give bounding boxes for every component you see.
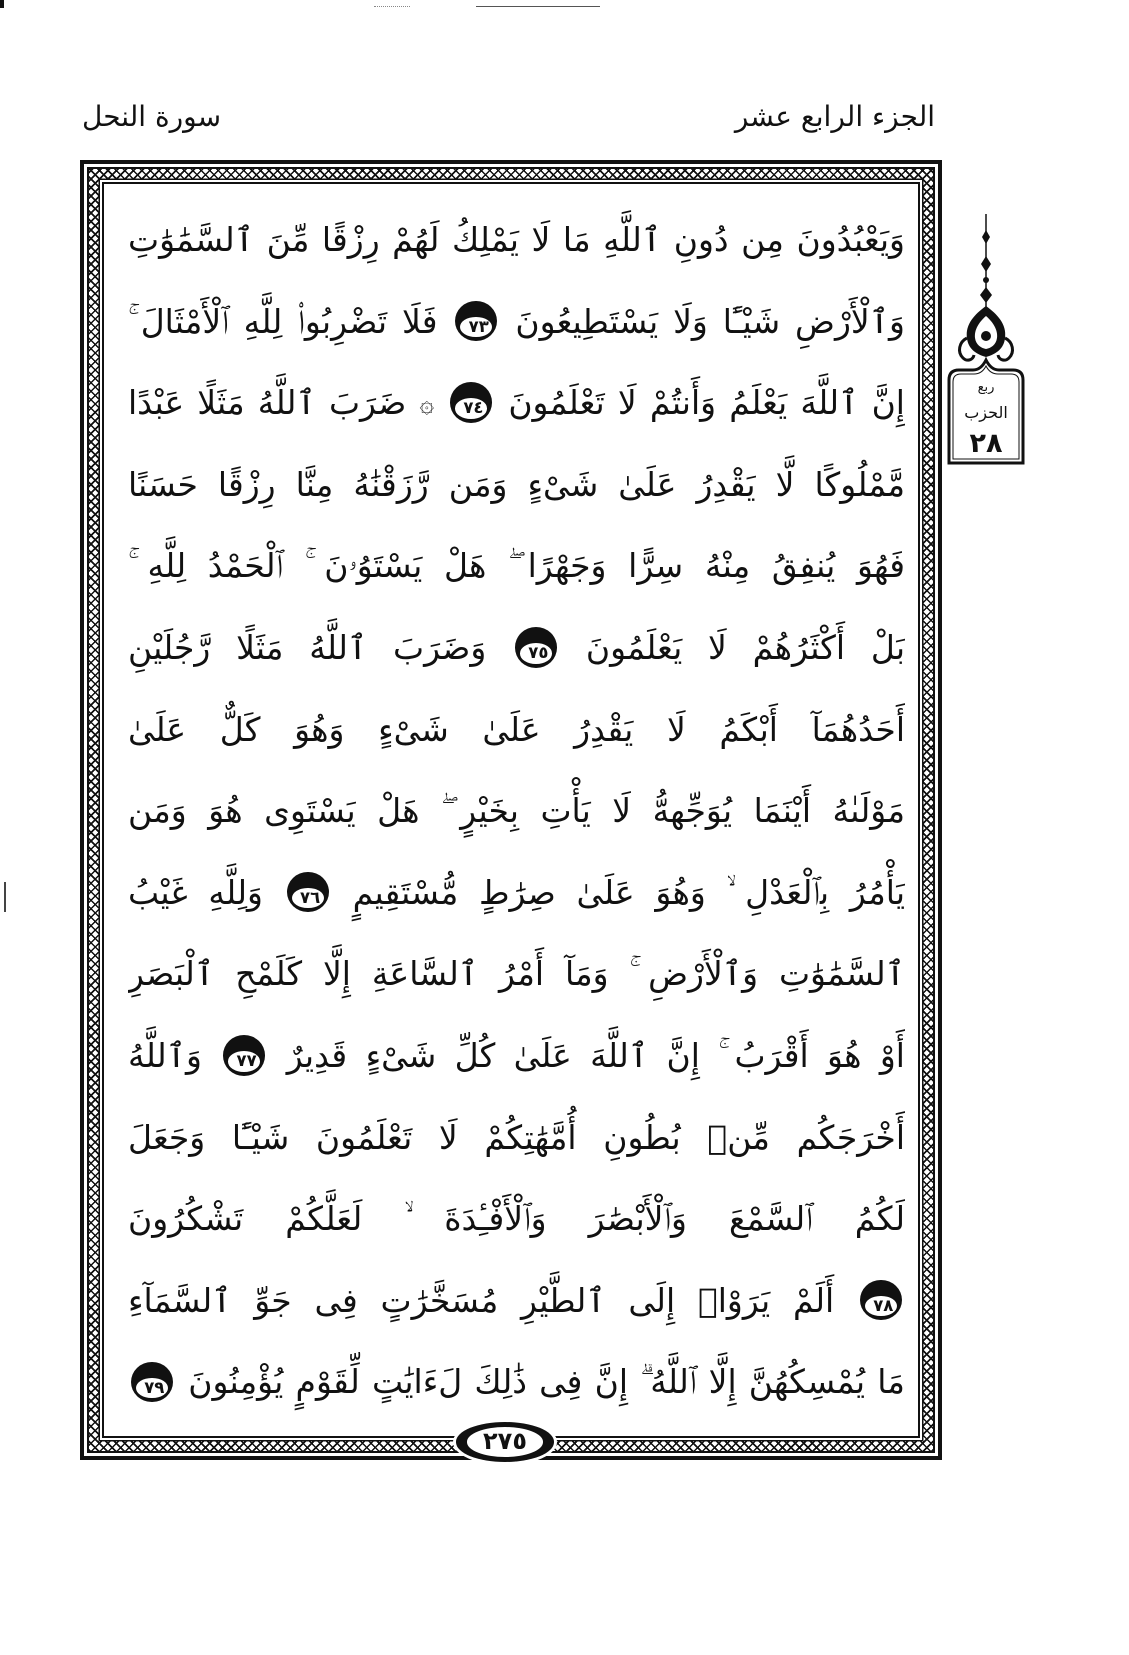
page-number-ornament [456,1422,554,1462]
verse-text: وَٱللَّهُ [128,1035,202,1075]
text-line [128,199,905,281]
verse-text: فَهُوَ يُنفِقُ مِنْهُ سِرًّا وَجَهْرًا ۖ هَلْ يَسْتَوُۥنَ ۚ ٱلْحَمْدُ لِلَّهِ ۚ [128,546,905,586]
scan-edge-line [476,6,600,7]
verse-text: ٱلسَّمَٰوَٰتِ وَٱلْأَرْضِ ۚ وَمَآ أَمْرُ ٱلسَّاعَةِ إِلَّا كَلَمْحِ ٱلْبَصَرِ [128,954,905,994]
verse-text: أَحَدُهُمَآ أَبْكَمُ لَا يَقْدِرُ عَلَىٰ شَىْءٍ وَهُوَ كَلٌّ عَلَىٰ [128,709,905,749]
ayah-number: ٧٧ [227,1050,261,1072]
text-line [128,607,905,689]
scan-edge-dots [374,6,410,7]
text-line [128,1178,905,1260]
verse-text: وَلِلَّهِ غَيْبُ [128,872,263,912]
page-frame [80,160,942,1460]
rub-el-hizb-icon: ۞ [419,389,434,419]
ayah-end-marker [131,1362,173,1402]
verse-text: مَا يُمْسِكُهُنَّ إِلَّا ٱللَّهُ ۗ إِنَّ فِى ذَٰلِكَ لَءَايَٰتٍ لِّقَوْمٍ يُؤْمِنُونَ [188,1362,905,1402]
text-line [128,1341,905,1423]
page-number: ٢٧٥ [466,1426,544,1458]
ayah-number: ٧٩ [135,1377,169,1399]
page-number-badge [452,1422,558,1462]
scan-corner-speck [0,0,4,8]
text-block [102,182,920,1438]
text-line [128,444,905,526]
ayah-number: ٧٨ [864,1295,898,1317]
verse-text: لَكُمُ ٱلسَّمْعَ وَٱلْأَبْصَٰرَ وَٱلْأَفْـِٔدَةَ ۙ لَعَلَّكُمْ تَشْكُرُونَ [128,1199,905,1239]
ayah-end-marker [515,627,557,667]
marker-dome-center [981,331,991,341]
verse-text: وَٱلْأَرْضِ شَيْـًٔا وَلَا يَسْتَطِيعُونَ [515,301,905,341]
marker-diamond [982,230,990,244]
text-line [128,362,905,444]
ayah-number: ٧٦ [291,887,325,909]
marker-bead [983,277,989,283]
verse-text: فَلَا تَضْرِبُوا۟ لِلَّهِ ٱلْأَمْثَالَ ۚ [128,301,438,341]
ayah-number: ٧٤ [454,397,488,419]
surah-title: سورة النحل [82,100,222,133]
text-line [128,689,905,771]
scan-edge-tick [4,882,6,912]
text-line [128,770,905,852]
verse-text: ضَرَبَ ٱللَّهُ مَثَلًا عَبْدًا [128,383,407,423]
verse-text: إِنَّ ٱللَّهَ يَعْلَمُ وَأَنتُمْ لَا تَعْلَمُونَ [508,383,905,423]
marker-diamond [981,256,991,272]
verse-text: وَضَرَبَ ٱللَّهُ مَثَلًا رَّجُلَيْنِ [128,627,487,667]
ornamental-border [87,167,935,1453]
verse-text: يَأْمُرُ بِٱلْعَدْلِ ۙ وَهُوَ عَلَىٰ صِرَٰطٍ مُّسْتَقِيمٍ [352,872,905,912]
marker-diamond [980,287,992,303]
juz-title: الجزء الرابع عشر [734,100,935,133]
ayah-end-marker [287,872,329,912]
ayah-end-marker [455,301,497,341]
hizb-number: ٢٨ [969,428,1003,459]
verse-text: وَيَعْبُدُونَ مِن دُونِ ٱللَّهِ مَا لَا يَمْلِكُ لَهُمْ رِزْقًا مِّنَ ٱلسَّمَٰوَٰتِ [128,220,905,259]
verse-text: أَخْرَجَكُم مِّنۢ بُطُونِ أُمَّهَٰتِكُمْ لَا تَعْلَمُونَ شَيْـًٔا وَجَعَلَ [128,1117,905,1157]
ayah-end-marker [450,382,492,422]
verse-text: أَلَمْ يَرَوْا۟ إِلَى ٱلطَّيْرِ مُسَخَّرَٰتٍ فِى جَوِّ ٱلسَّمَآءِ [128,1280,835,1320]
text-line [128,852,905,934]
text-line [128,1015,905,1097]
verse-text: أَوْ هُوَ أَقْرَبُ ۚ إِنَّ ٱللَّهَ عَلَىٰ كُلِّ شَىْءٍ قَدِيرٌ [286,1035,905,1075]
text-line [128,933,905,1015]
text-line [128,1260,905,1342]
text-line [128,525,905,607]
hizb-quarter-marker [945,214,1027,466]
text-line [128,281,905,363]
hizb-label-top: ربع [977,380,995,395]
hizb-label-middle: الحزب [964,403,1008,422]
verse-text: مَوْلَىٰهُ أَيْنَمَا يُوَجِّههُّ لَا يَأْتِ بِخَيْرٍ ۖ هَلْ يَسْتَوِى هُوَ وَمَن [128,791,905,831]
ayah-end-marker [860,1280,902,1320]
verse-text: مَّمْلُوكًا لَّا يَقْدِرُ عَلَىٰ شَىْءٍ وَمَن رَّزَقْنَٰهُ مِنَّا رِزْقًا حَسَنًا [128,464,905,504]
ayah-end-marker [223,1035,265,1075]
text-line [128,1097,905,1179]
verse-text: بَلْ أَكْثَرُهُمْ لَا يَعْلَمُونَ [585,627,905,667]
ayah-number: ٧٥ [519,642,553,664]
ayah-number: ٧٣ [459,316,493,338]
